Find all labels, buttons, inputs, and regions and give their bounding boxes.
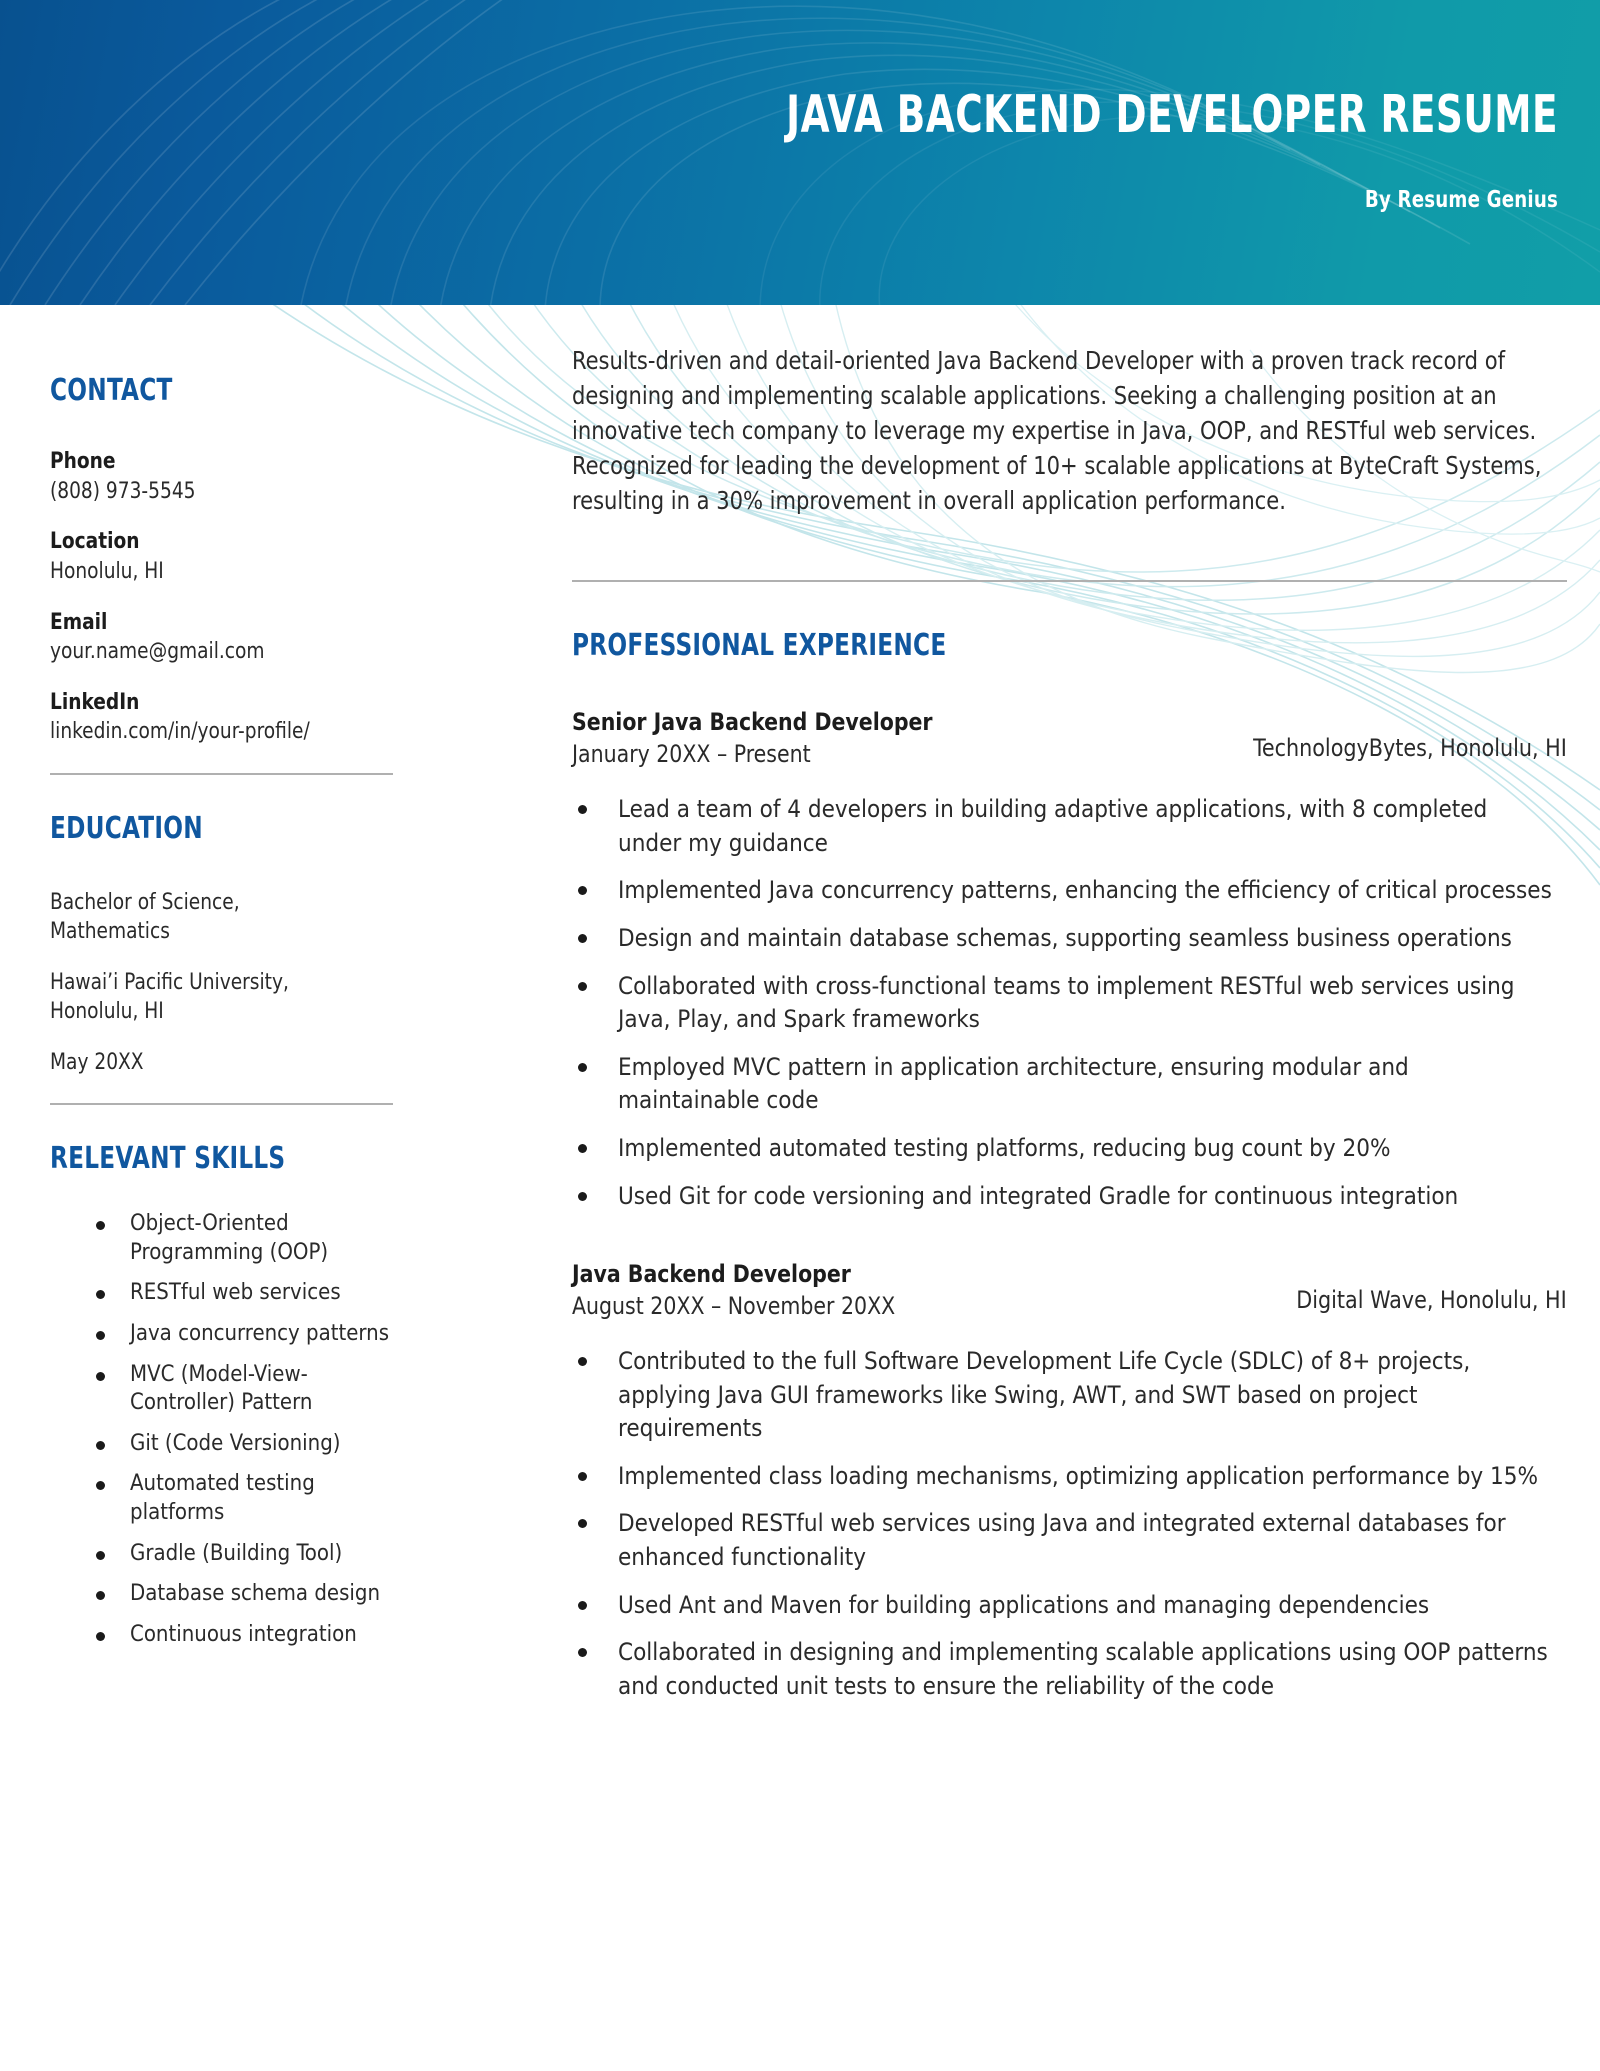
- professional-summary: Results-driven and detail-oriented Java Backend Developer with a proven track record of designing and implementing scalable applications. Seeking a challenging position at an innovative tech company to leverage my expertise in Java, OOP, and RESTful web services. Recognized for leading the development of 10+ scalable applications at ByteCraft Systems, resulting in a 30% improvement in overall application performance.: [572, 346, 1542, 516]
- experience-header: [572, 1259, 1567, 1323]
- list-item: Collaborated with cross-functional teams to implement RESTful web services using Java, Play, and Spark frameworks: [572, 970, 1552, 1037]
- contact-value-location: Honolulu, HI: [50, 558, 164, 584]
- list-item: Developed RESTful web services using Java and integrated external databases for enhanced functionality: [572, 1507, 1552, 1574]
- header-text-block: [298, 0, 1558, 213]
- list-item: Automated testing platforms: [96, 1470, 395, 1527]
- section-heading-skills: RELEVANT SKILLS: [50, 1141, 286, 1177]
- education-degree: Bachelor of Science,: [50, 890, 240, 916]
- list-item: Collaborated in designing and implementing scalable applications using OOP patterns and conducted unit tests to ensure the reliability of the code: [572, 1636, 1552, 1703]
- main-divider: [572, 580, 1567, 582]
- contact-value-phone: (808) 973-5545: [50, 478, 196, 504]
- byline: By Resume Genius: [1364, 186, 1558, 213]
- list-item: Contributed to the full Software Development Life Cycle (SDLC) of 8+ projects, applying Java GUI frameworks like Swing, AWT, and SWT based on project requirements: [572, 1345, 1552, 1446]
- contact-label-email: Email: [50, 609, 108, 635]
- section-heading-contact: CONTACT: [50, 373, 173, 408]
- contact-value-linkedin[interactable]: linkedin.com/in/your-profile/: [50, 719, 310, 745]
- experience-bullets: [572, 793, 1567, 1213]
- list-item: Java concurrency patterns: [96, 1320, 395, 1349]
- main-column: [572, 305, 1567, 1717]
- contact-item-phone: [50, 448, 395, 506]
- list-item: Implemented automated testing platforms, reducing bug count by 20%: [572, 1132, 1552, 1166]
- experience-entry: [572, 707, 1567, 1213]
- list-item: Used Git for code versioning and integrated Gradle for continuous integration: [572, 1180, 1552, 1214]
- contact-label-phone: Phone: [50, 449, 116, 474]
- experience-entry: [572, 1259, 1567, 1703]
- experience-title-block: [572, 707, 1192, 770]
- list-item: Implemented Java concurrency patterns, enhancing the efficiency of critical processes: [572, 874, 1552, 908]
- job-title: Senior Java Backend Developer: [572, 708, 933, 737]
- list-item: Used Ant and Maven for building applications and managing dependencies: [572, 1589, 1552, 1623]
- list-item: Continuous integration: [96, 1621, 395, 1650]
- contact-list: [50, 448, 395, 747]
- education-major: Mathematics: [50, 919, 170, 945]
- page-title: JAVA BACKEND DEVELOPER RESUME: [786, 85, 1558, 145]
- list-item: Git (Code Versioning): [96, 1430, 395, 1459]
- experience-title-block: [572, 1259, 1192, 1322]
- sidebar-divider-education: [50, 1103, 393, 1105]
- list-item: Lead a team of 4 developers in building adaptive applications, with 8 completed under my guidance: [572, 793, 1552, 860]
- job-dates: January 20XX – Present: [572, 739, 811, 768]
- sidebar: [50, 305, 395, 1661]
- section-heading-education: EDUCATION: [50, 811, 203, 847]
- experience-header: [572, 707, 1567, 771]
- education-school-location: Honolulu, HI: [50, 999, 164, 1025]
- list-item: RESTful web services: [96, 1279, 395, 1308]
- skills-list: [50, 1210, 395, 1649]
- section-heading-experience: PROFESSIONAL EXPERIENCE: [572, 628, 947, 664]
- contact-item-email: [50, 609, 395, 667]
- list-item: Implemented class loading mechanisms, optimizing application performance by 15%: [572, 1460, 1552, 1494]
- list-item: Employed MVC pattern in application architecture, ensuring modular and maintainable code: [572, 1051, 1552, 1118]
- education-grad-date: May 20XX: [50, 1050, 144, 1076]
- contact-label-location: Location: [50, 529, 140, 555]
- document-header: [0, 0, 1600, 305]
- job-title: Java Backend Developer: [572, 1260, 851, 1289]
- contact-label-linkedin: LinkedIn: [50, 689, 140, 715]
- list-item: Design and maintain database schemas, supporting seamless business operations: [572, 922, 1552, 956]
- job-dates: August 20XX – November 20XX: [572, 1291, 896, 1320]
- experience-bullets: [572, 1345, 1567, 1703]
- list-item: Gradle (Building Tool): [96, 1540, 395, 1569]
- education-school: Hawai’i Pacific University,: [50, 970, 289, 996]
- job-company: TechnologyBytes, Honolulu, HI: [1253, 734, 1567, 763]
- contact-item-linkedin: [50, 689, 395, 747]
- contact-value-email[interactable]: your.name@gmail.com: [50, 639, 265, 665]
- list-item: MVC (Model-View-Controller) Pattern: [96, 1361, 395, 1418]
- education-block: [50, 888, 395, 1077]
- list-item: Object-Oriented Programming (OOP): [96, 1210, 395, 1267]
- contact-item-location: [50, 528, 395, 586]
- list-item: Database schema design: [96, 1580, 395, 1609]
- job-company: Digital Wave, Honolulu, HI: [1296, 1286, 1567, 1315]
- sidebar-divider-contact: [50, 773, 393, 775]
